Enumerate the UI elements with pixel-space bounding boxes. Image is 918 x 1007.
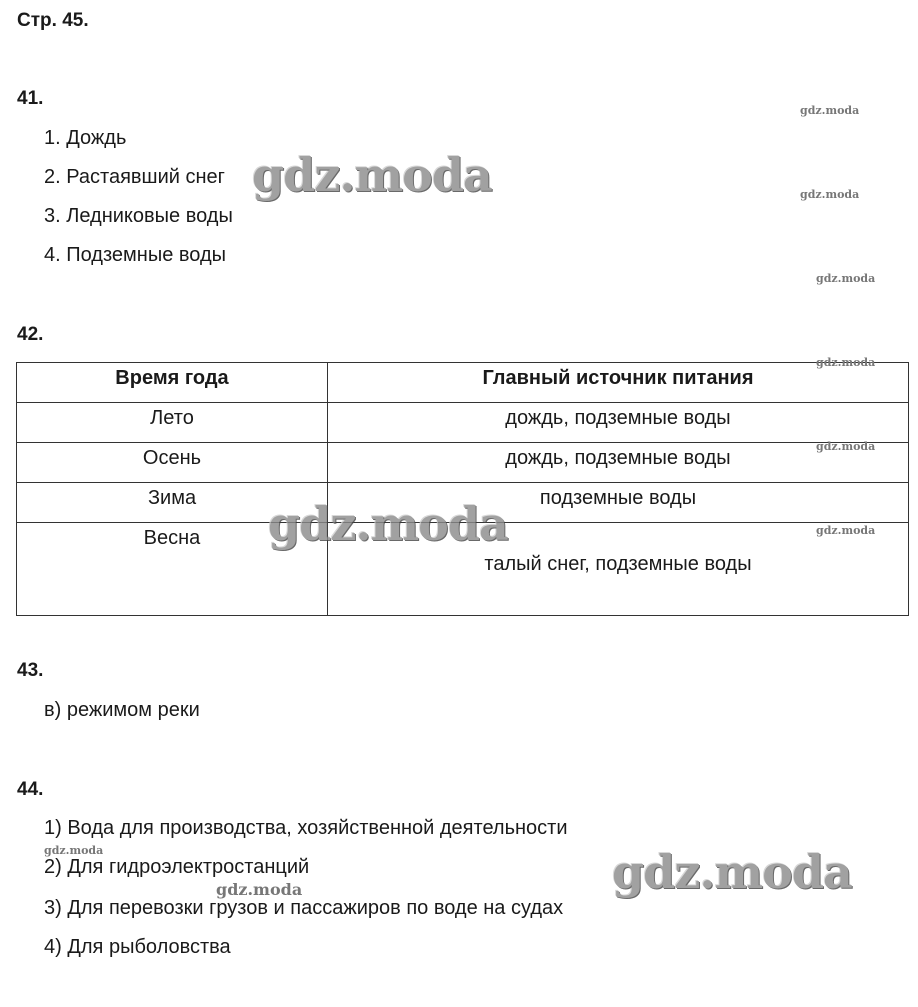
- list-item: 4) Для рыболовства: [44, 936, 231, 958]
- watermark-small: gdz.moda: [816, 272, 876, 285]
- cell-season: Осень: [17, 443, 328, 483]
- task-44-number: 44.: [17, 779, 44, 800]
- task-42-number: 42.: [17, 324, 44, 345]
- cell-source: подземные воды: [328, 483, 909, 523]
- watermark-small: gdz.moda: [44, 844, 104, 857]
- list-item: 3. Ледниковые воды: [44, 205, 233, 227]
- task-43-answer: в) режимом реки: [44, 699, 200, 721]
- watermark-large: gdz.moda: [252, 148, 492, 202]
- cell-season: Зима: [17, 483, 328, 523]
- cell-season: Весна: [17, 523, 328, 616]
- watermark-small: gdz.moda: [216, 880, 303, 899]
- watermark-large: gdz.moda: [612, 845, 852, 899]
- cell-source: дождь, подземные воды: [328, 443, 909, 483]
- list-item: 1) Вода для производства, хозяйственной деятельности: [44, 817, 568, 839]
- watermark-small: gdz.moda: [816, 524, 876, 537]
- list-item: 3) Для перевозки грузов и пассажиров по воде на судах: [44, 897, 564, 919]
- list-item: 2. Растаявший снег: [44, 166, 225, 188]
- header-source: Главный источник питания: [328, 363, 909, 403]
- list-item: 2) Для гидроэлектростанций: [44, 856, 310, 878]
- list-item: 1. Дождь: [44, 127, 127, 149]
- cell-source: талый снег, подземные воды: [328, 523, 909, 616]
- table-border-gap: [86, 616, 258, 619]
- cell-source: дождь, подземные воды: [328, 403, 909, 443]
- watermark-small: gdz.moda: [800, 104, 860, 117]
- table-row: [17, 443, 909, 483]
- watermark-large: gdz.moda: [268, 497, 508, 551]
- watermark-small: gdz.moda: [816, 440, 876, 453]
- seasons-table: [16, 362, 909, 616]
- watermark-small: gdz.moda: [800, 188, 860, 201]
- task-43-number: 43.: [17, 660, 44, 681]
- table-header-row: [17, 363, 909, 403]
- watermark-small: gdz.moda: [816, 356, 876, 369]
- list-item: 4. Подземные воды: [44, 244, 227, 266]
- cell-season: Лето: [17, 403, 328, 443]
- task-41-number: 41.: [17, 88, 44, 109]
- page-title: Стр. 45.: [17, 10, 89, 31]
- header-season: Время года: [17, 363, 328, 403]
- table-row: [17, 403, 909, 443]
